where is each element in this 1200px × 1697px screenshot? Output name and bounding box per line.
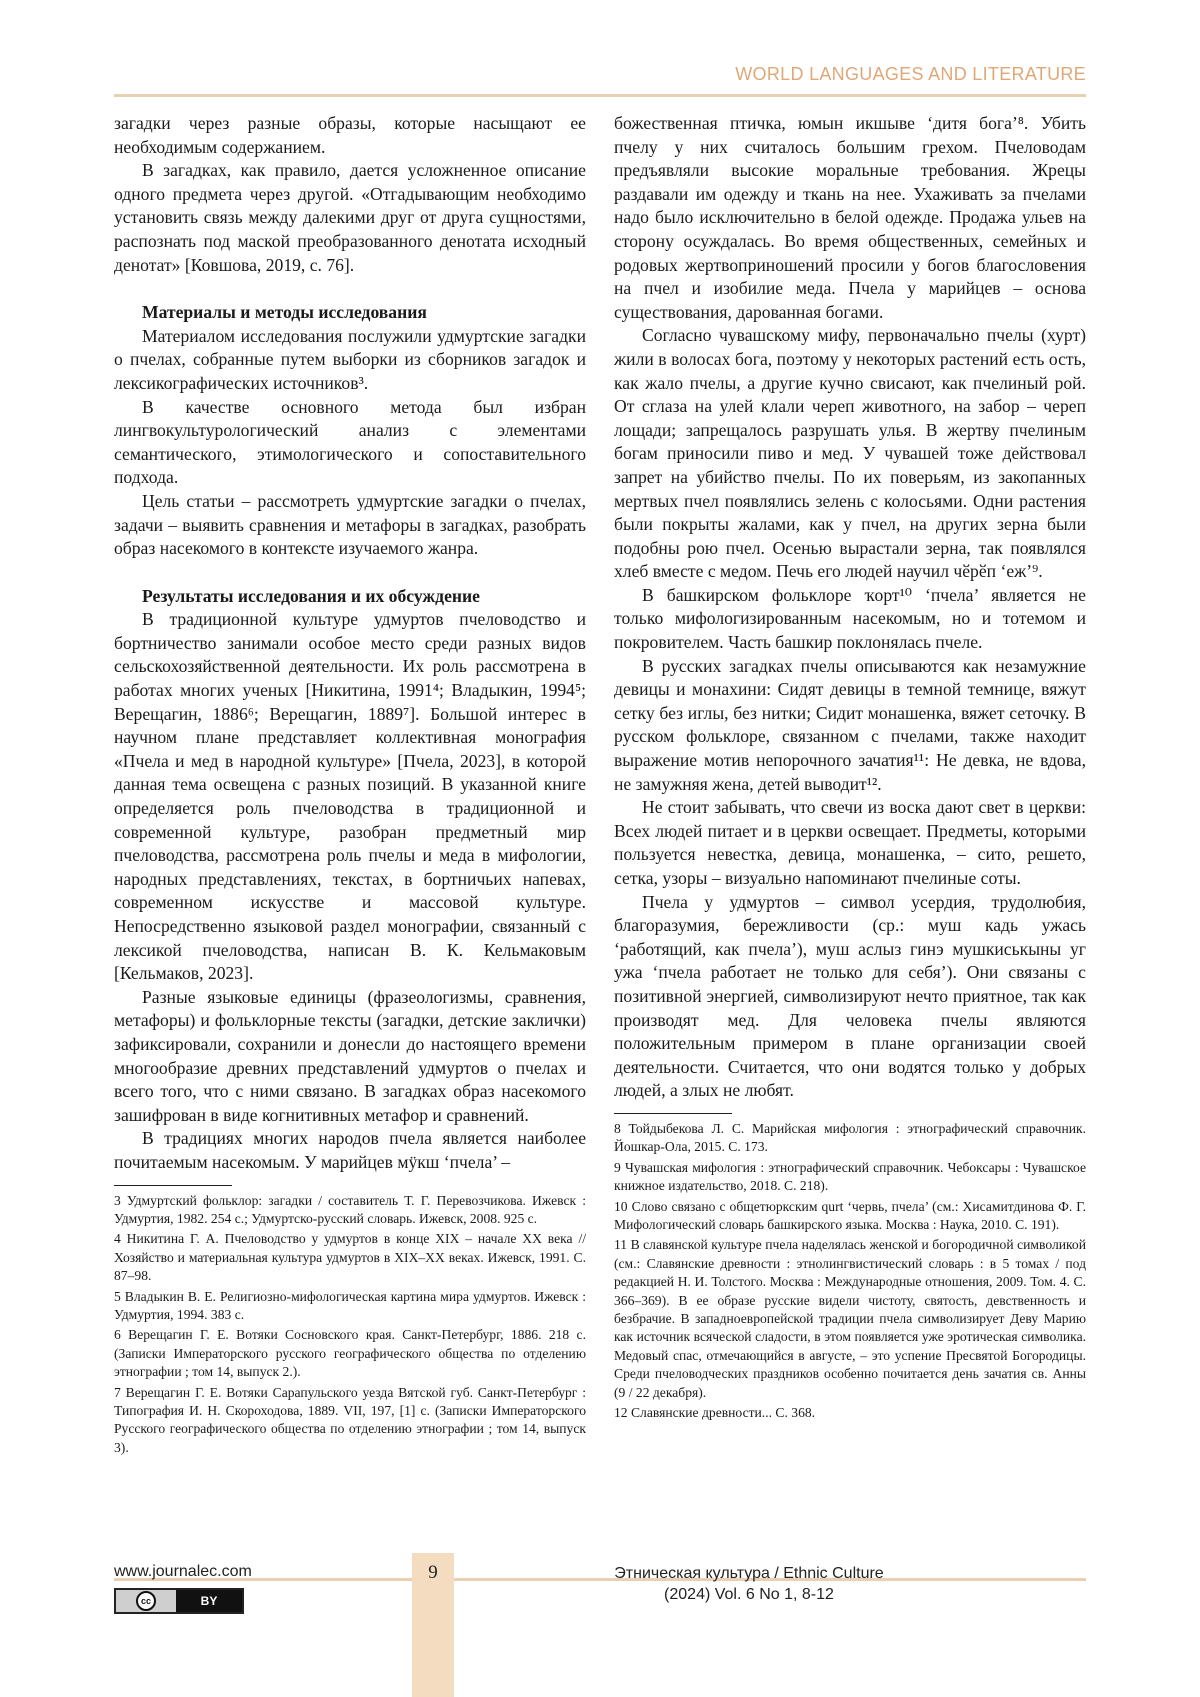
footnote-divider: [614, 1113, 732, 1114]
footnote-6: 6 Верещагин Г. Е. Вотяки Сосновского края. Санкт-Петербург, 1886. 218 с. (Записки Императорского русского географического общества по отделению этнографии ; том 14, выпуск 2.).: [114, 1327, 586, 1380]
section-heading-results: Результаты исследования и их обсуждение: [142, 585, 480, 606]
paragraph: В загадках, как правило, дается усложненное описание одного предмета через другой. «Отгадывающим необходимо установить связь между далекими друг от друга сущностями, распознать под маской преобразованного денотата исходный денотат» [Ковшова, 2019, с. 76].: [114, 160, 586, 275]
paragraph: Разные языковые единицы (фразеологизмы, сравнения, метафоры) и фольклорные тексты (загадки, детские заклички) зафиксировали, сохранили и донесли до настоящего времени многообразие древних представлений удмуртов о пчелах и всего того, что с ними связано. В загадках образ насекомого зашифрован в виде когнитивных метафор и сравнений.: [114, 986, 586, 1125]
page-number: 9: [428, 1562, 438, 1583]
footnote-12: 12 Славянские древности... С. 368.: [614, 1405, 816, 1421]
paragraph: Цель статьи – рассмотреть удмуртские загадки о пчелах, задачи – выявить сравнения и метафоры в загадках, разобрать образ насекомого в контексте изучаемого жанра.: [114, 490, 586, 559]
left-column: [114, 112, 586, 1457]
journal-name: Этническая культура / Ethnic Culture: [614, 1565, 884, 1582]
footnote-3: 3 Удмуртский фольклор: загадки / составитель Т. Г. Перевозчикова. Ижевск : Удмуртия, 1982. 254 с.; Удмуртско-русский словарь. Ижевск, 2008. 925 с.: [114, 1192, 586, 1226]
paragraph: Не стоит забывать, что свечи из воска дают свет в церкви: Всех людей питает и в церкви освещает. Предметы, которыми пользуется невестка, девица, монашенка, – сито, решето, сетка, узоры – визуально напоминают пчелиные соты.: [614, 797, 1086, 888]
journal-volume: (2024) Vol. 6 No 1, 8-12: [664, 1586, 834, 1603]
right-column: [614, 112, 1086, 1422]
paragraph: В традициях многих народов пчела является наиболее почитаемым насекомым. У марийцев мӱкш ʻпчела’ –: [114, 1128, 586, 1172]
paragraph: загадки через разные образы, которые насыщают ее необходимым содержанием.: [114, 113, 586, 157]
paragraph: В традиционной культуре удмуртов пчеловодство и бортничество занимали особое место среди разных видов сельскохозяйственной деятельности. Их роль рассмотрена в работах многих ученых [Никитина, 1991⁴; Владыкин, 1994⁵; Верещагин, 1886⁶; Верещагин, 1889⁷]. Большой интерес в научном плане представляет коллективная монография «Пчела и мед в народной культуре» [Пчела, 2023], в которой данная тема освещена с разных позиций. В указанной книге определяется роль пчеловодства в традиционной и современной культуре, разобран предметный мир пчеловодства, рассмотрена роль пчелы и меда в мифологии, народных представлениях, текстах, в бортничьих напевах, современном искусстве и массовой культуре. Непосредственно языковой раздел монографии, связанный с лексикой пчеловодства, написан В. К. Кельмаковым [Кельмаков, 2023].: [114, 609, 586, 984]
journal-citation: [614, 1563, 884, 1605]
cc-icon: cc: [116, 1590, 176, 1612]
footer-divider: [114, 1578, 1086, 1581]
journal-website-link[interactable]: www.journalec.com: [114, 1563, 252, 1580]
footnote-5: 5 Владыкин В. Е. Религиозно-мифологическая картина мира удмуртов. Ижевск : Удмуртия, 1994. 383 с.: [114, 1288, 586, 1322]
footnote-8: 8 Тойдыбекова Л. С. Марийская мифология : этнографический справочник. Йошкар-Ола, 2015. С. 173.: [614, 1120, 1086, 1155]
paragraph: божественная птичка, юмын икшыве ʻдитя бога’⁸. Убить пчелу у них считалось большим грехом. Пчеловодам предъявляли высокие моральные требования. Жрецы раздавали им одежду и ткань на нее. Ухаживать за пчелами надо было исключительно в белой одежде. Продажа ульев на сторону осуждалась. Во время общественных, семейных и родовых жертвоприношений просили у богов благословения на пчел и изобилие меда. Пчела у марийцев – основа существования, дарованная богами.: [614, 113, 1086, 322]
cc-by-license-icon[interactable]: [114, 1588, 244, 1614]
paragraph: Согласно чувашскому мифу, первоначально пчелы (хурт) жили в волосах бога, поэтому у некоторых растений есть ость, как жало пчелы, а другие кучно свисают, как пчелиный рой. От сглаза на улей клали череп животного, на забор – череп лощади; запрещалось разрушать улья. В жертву пчелиным богам приносили пиво и мед. У чувашей тоже действовал запрет на убийство пчелы. По их поверьям, из закопанных мертвых пчел появлялись зелень с колосьями. Одни растения были покрыты жалами, как у пчел, на других зерна были подобны рою пчел. Осенью вырастали зерна, так появлялся хлеб вместе с медом. Печь его людей научил чӗрӗп ʻеж’⁹.: [614, 325, 1086, 582]
footnote-divider: [114, 1185, 232, 1186]
journal-section-title: WORLD LANGUAGES AND LITERATURE: [735, 64, 1086, 84]
paragraph: В башкирском фольклоре ҡорт¹⁰ ‘пчела’ является не только мифологизированным насекомым, но и тотемом и покровителем. Часть башкир поклонялась пчеле.: [614, 584, 1086, 653]
paragraph: Материалом исследования послужили удмуртские загадки о пчелах, собранные путем выборки из сборников загадок и лексикографических источников³.: [114, 325, 586, 393]
footnote-9: 9 Чувашская мифология : этнографический справочник. Чебоксары : Чувашское книжное издательство, 2018. С. 218).: [614, 1159, 1086, 1194]
section-heading-materials: Материалы и методы исследования: [142, 302, 427, 323]
footnote-10: 10 Слово связано с общетюркским qurt ʻчервь, пчела’ (см.: Хисамитдинова Ф. Г. Мифологический словарь башкирского языка. Москва : Наука, 2010. С. 191).: [614, 1198, 1086, 1232]
footnote-4: 4 Никитина Г. А. Пчеловодство у удмуртов в конце XIX – начале XX века // Хозяйство и материальная культура удмуртов в XIX–XX веках. Ижевск, 1991. С. 87–98.: [114, 1231, 586, 1284]
by-label: BY: [176, 1590, 242, 1612]
header-divider: [114, 94, 1086, 97]
footnote-11: 11 В славянской культуре пчела наделялась женской и богородичной символикой (см.: Славянские древности : этнолингвистический словарь : в 5 томах / под редакцией Н. И. Толстого. Москва : Международные отношения, 2009. Том. 4. С. 366–369). В ее образе русские видели чистоту, святость, девственность и безбрачие. В западноевропейской традиции пчела символизирует Деву Марию как источник всяческой сладости, в этом появляется уже эротическая символика. Медовый спас, отмечающийся в августе, – это успение Пресвятой Богородицы. Среди пчеловодческих праздников особенно почитается день зачатия св. Анны (9 / 22 декабря).: [614, 1237, 1086, 1400]
paragraph: В качестве основного метода был избран лингвокультурологический анализ с элементами семантического, этимологического и сопоставительного подхода.: [114, 396, 586, 488]
footnote-7: 7 Верещагин Г. Е. Вотяки Сарапульского уезда Вятской губ. Санкт-Петербург : Типография И. Н. Скороходова, 1889. VII, 197, [1] с. (Записки Императорского Русского географического общества по отделению этнографии ; том 14, выпуск 3).: [114, 1384, 586, 1455]
spacer: [114, 561, 586, 585]
spacer: [114, 277, 586, 301]
paragraph: В русских загадках пчелы описываются как незамужние девицы и монахини: Сидят девицы в темной темнице, вяжут сетку без иглы, без нитки; Сидит монашенка, вяжет сеточку. В русском фольклоре, связанном с пчелами, также находит выражение мотив непорочного зачатия¹¹: Не девка, не вдова, не замужняя жена, детей выводит¹².: [614, 655, 1086, 794]
paragraph: Пчела у удмуртов – символ усердия, трудолюбия, благоразумия, бережливости (ср.: муш кадь ужась ʻработящий, как пчела’), муш аслыз гинэ мушкиськыны уг ужа ʻпчела работает не только для себя’). Они связаны с позитивной энергией, символизируют нечто приятное, так как производят мед. Для человека пчелы являются положительным примером в плане организации своей деятельности. Считается, что они водятся только у добрых людей, а злых не любят.: [614, 891, 1086, 1101]
